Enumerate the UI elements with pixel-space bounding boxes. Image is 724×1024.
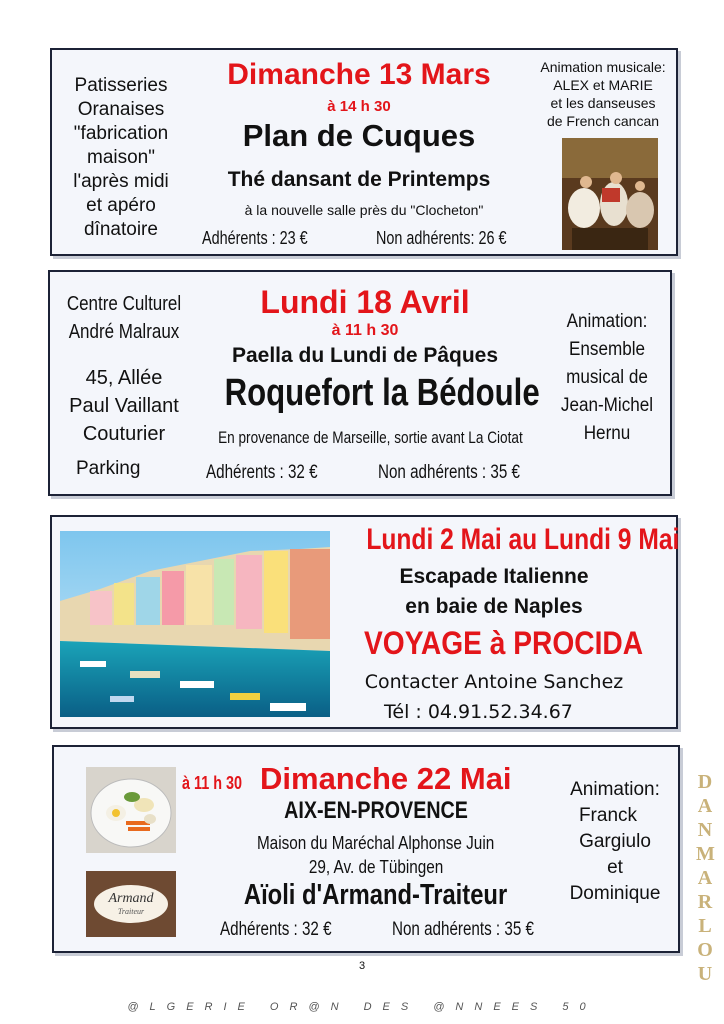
trip-phone: Tél : 04.91.52.34.67 bbox=[384, 701, 573, 723]
event-place: Plan de Cuques bbox=[242, 118, 476, 153]
page-footer: @LGERIE OR@N DES @NNEES 50 bbox=[127, 1001, 597, 1013]
music-info: Animation: Ensemble musical de Jean-Michel Hernu bbox=[560, 311, 654, 444]
venue-info: Centre Culturel André Malraux 45, Allée Paul Vaillant Couturier bbox=[66, 293, 182, 445]
page-number: 3 bbox=[358, 960, 366, 972]
price-members: Adhérents : 32 € bbox=[220, 919, 332, 940]
event-title: Paella du Lundi de Pâques bbox=[231, 344, 499, 367]
pastry-info: Patisseries Oranaises "fabrication maison" l'après midi et apéro dînatoire bbox=[73, 75, 169, 240]
procida-harbor-photo bbox=[60, 531, 330, 717]
trip-title: VOYAGE à PROCIDA bbox=[364, 625, 644, 661]
event-time: à 11 h 30 bbox=[182, 773, 243, 793]
event-venue1: Maison du Maréchal Alphonse Juin bbox=[257, 833, 495, 853]
event-title: Thé dansant de Printemps bbox=[227, 168, 491, 191]
armand-traiteur-logo: Armand Traiteur bbox=[86, 871, 176, 937]
vertical-signature: DANMARLOU bbox=[696, 771, 715, 985]
price-non-members: Non adhérents : 35 € bbox=[392, 919, 534, 940]
event-title: Aïoli d'Armand-Traiteur bbox=[244, 879, 508, 911]
event-date: Dimanche 22 Mai bbox=[260, 761, 512, 796]
event-venue: à la nouvelle salle près du "Clocheton" bbox=[244, 202, 484, 218]
event-time: à 14 h 30 bbox=[327, 98, 391, 115]
event-date: Dimanche 13 Mars bbox=[227, 58, 491, 91]
music-info: Animation: Franck Gargiulo et Dominique bbox=[569, 779, 661, 904]
event-place: AIX-EN-PROVENCE bbox=[284, 797, 468, 824]
trip-card-procida bbox=[50, 515, 678, 729]
trip-dates: Lundi 2 Mai au Lundi 9 Mai bbox=[366, 523, 680, 556]
price-members: Adhérents : 23 € bbox=[202, 228, 308, 248]
event-card-aix bbox=[52, 745, 680, 953]
event-place: Roquefort la Bédoule bbox=[224, 372, 540, 414]
trip-contact: Contacter Antoine Sanchez bbox=[364, 671, 624, 693]
event-card-bedoule bbox=[48, 270, 672, 496]
price-non-members: Non adhérents: 26 € bbox=[376, 228, 507, 248]
event-venue2: 29, Av. de Tübingen bbox=[308, 857, 444, 877]
trip-line2: en baie de Naples bbox=[405, 595, 583, 618]
event-time: à 11 h 30 bbox=[331, 322, 399, 339]
music-info: Animation musicale: ALEX et MARIE et les danseuses de French cancan bbox=[540, 59, 666, 129]
price-members: Adhérents : 32 € bbox=[206, 462, 318, 483]
trip-line1: Escapade Italienne bbox=[399, 565, 589, 588]
parking-label: Parking bbox=[76, 458, 141, 479]
event-date: Lundi 18 Avril bbox=[260, 284, 470, 320]
aioli-dish-photo bbox=[86, 767, 176, 853]
price-non-members: Non adhérents : 35 € bbox=[378, 462, 520, 483]
event-note: En provenance de Marseille, sortie avant La Ciotat bbox=[218, 428, 523, 447]
cancan-painting bbox=[562, 138, 658, 250]
event-card-cuques bbox=[50, 48, 678, 256]
